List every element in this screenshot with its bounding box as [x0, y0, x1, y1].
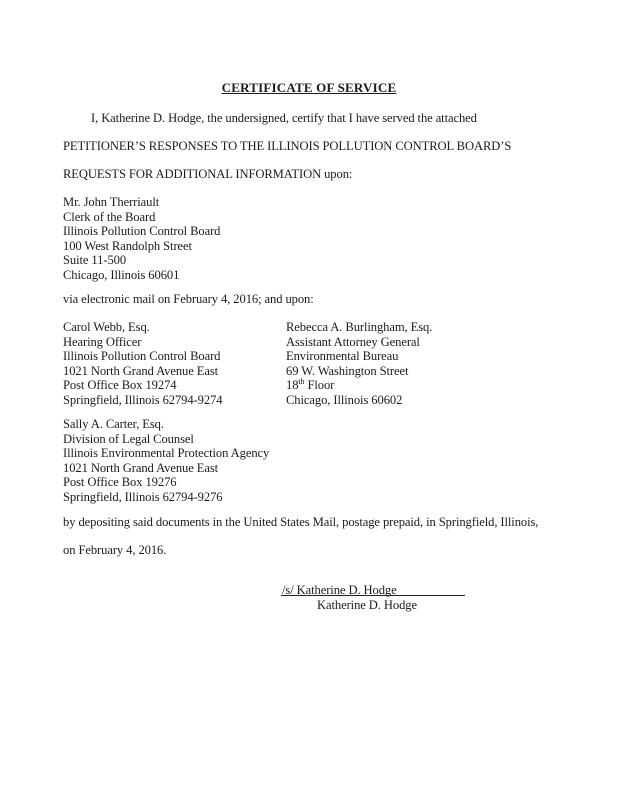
address-line: 69 W. Washington Street — [286, 363, 409, 378]
address-line: Sally A. Carter, Esq. — [63, 417, 164, 431]
intro-line: I, Katherine D. Hodge, the undersigned, certify that I have served the attached — [91, 111, 477, 125]
address-line: Mr. John Therriault — [63, 195, 160, 209]
electronic-signature: /s/ Katherine D. Hodge — [282, 583, 397, 597]
address-line: Carol Webb, Esq. — [63, 320, 150, 334]
floor-word: Floor — [304, 378, 335, 393]
recipient-address-left — [63, 320, 222, 408]
document-title-line-1: PETITIONER’S RESPONSES TO THE ILLINOIS POLLUTION CONTROL BOARD’S — [63, 139, 512, 153]
address-line: Assistant Attorney General — [286, 334, 420, 349]
service-date-line: on February 4, 2016. — [63, 543, 167, 557]
address-line: Clerk of the Board — [63, 209, 156, 224]
via-email-line: via electronic mail on February 4, 2016; and upon: — [63, 292, 314, 306]
address-line: Springfield, Illinois 62794-9276 — [63, 489, 223, 504]
address-line: 1021 North Grand Avenue East — [63, 363, 219, 378]
primary-recipient-address — [63, 195, 220, 283]
address-line: Environmental Bureau — [286, 349, 399, 364]
certificate-title: CERTIFICATE OF SERVICE — [221, 80, 397, 95]
address-line: Springfield, Illinois 62794-9274 — [63, 392, 223, 407]
signatory-printed-name: Katherine D. Hodge — [317, 598, 417, 612]
address-line: Division of Legal Counsel — [63, 431, 194, 446]
address-line: 1021 North Grand Avenue East — [63, 460, 219, 475]
mail-deposit-line: by depositing said documents in the United States Mail, postage prepaid, in Springfield, Illinois, — [63, 515, 539, 529]
address-line: Rebecca A. Burlingham, Esq. — [286, 320, 433, 334]
document-title-line-2: REQUESTS FOR ADDITIONAL INFORMATION upon: — [63, 167, 353, 181]
address-line: Suite 11-500 — [63, 253, 127, 268]
recipient-address-right — [286, 320, 432, 408]
floor-ordinal-suffix: th — [298, 377, 305, 387]
recipient-address-third — [63, 417, 269, 505]
address-line: Chicago, Illinois 60602 — [286, 392, 403, 407]
address-line: Hearing Officer — [63, 334, 142, 349]
address-line-floor — [286, 378, 432, 393]
address-line: 100 West Randolph Street — [63, 238, 192, 253]
address-line: Chicago, Illinois 60601 — [63, 267, 180, 282]
address-line: Illinois Environmental Protection Agency — [63, 446, 270, 461]
floor-number: 18 — [286, 378, 299, 393]
address-line: Illinois Pollution Control Board — [63, 224, 221, 239]
signature-line — [281, 595, 465, 596]
address-line: Post Office Box 19274 — [63, 378, 177, 393]
address-line: Illinois Pollution Control Board — [63, 349, 221, 364]
address-line: Post Office Box 19276 — [63, 475, 177, 490]
